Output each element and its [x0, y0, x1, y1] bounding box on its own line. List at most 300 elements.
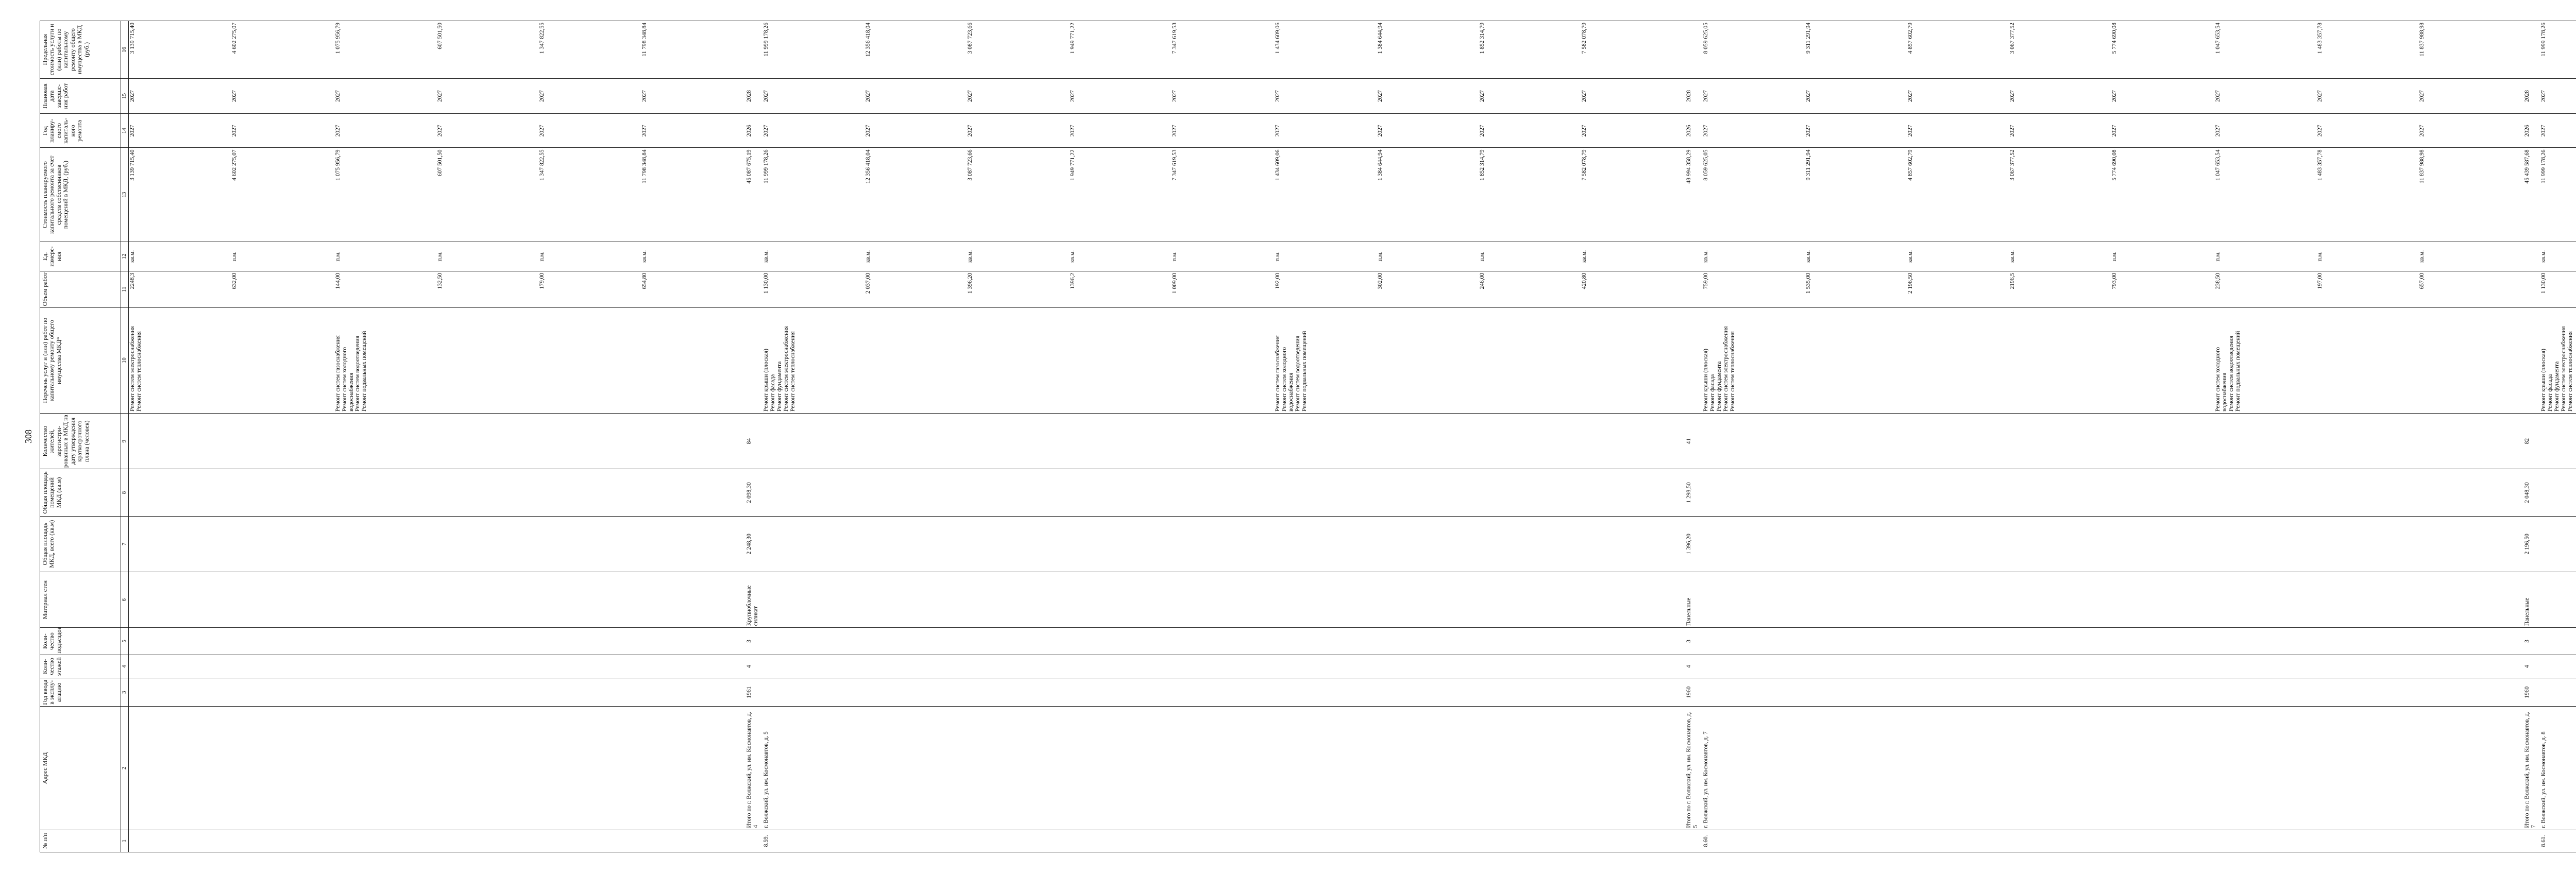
work-item: Ремонт систем холодного водоснабжения — [341, 347, 354, 412]
cell-value: 2027 — [1805, 125, 1811, 137]
cell-area-total: 2 196,50 — [2522, 516, 2538, 572]
cell-value: 1 852 314,79 — [1479, 23, 1485, 54]
column-number-5: 5 — [121, 628, 129, 655]
cell-units — [1274, 242, 1684, 271]
work-item: Ремонт систем теплоснабжения — [136, 331, 142, 412]
cell-value: 2027 — [2540, 125, 2547, 137]
cell-value: 11 999 178,26 — [2540, 149, 2547, 184]
column-header-15: Плановая дата заверше-ния работ — [40, 78, 121, 113]
cell-value: 1396,2 — [1069, 272, 1076, 289]
cell-value: 2027 — [436, 90, 443, 102]
column-header-12: Ед. измере-ния — [40, 242, 121, 271]
cell-residents — [334, 413, 744, 469]
column-header-14: Год планиру-емого капиталь-ного ремонта — [40, 114, 121, 148]
table-row-total — [1684, 21, 1700, 852]
cell-floors — [2214, 655, 2522, 678]
cell-costs — [2537, 148, 2576, 242]
cell-volumes — [129, 271, 334, 307]
cell-value: 2027 — [1479, 125, 1485, 137]
cell-value: 2 037,00 — [865, 272, 871, 294]
cell-value: 2028 — [1686, 90, 1692, 102]
cell-material: Панельные — [2522, 572, 2538, 627]
cell-value: 9 311 291,94 — [1805, 149, 1811, 181]
cell-address: Итого по г. Волжский, ул. им. Космонавтов, д. 4 — [744, 707, 760, 830]
table-row — [1274, 21, 1684, 852]
header-row — [40, 21, 121, 852]
cell-value: 2027 — [231, 90, 238, 102]
cell-value: 1 075 956,79 — [334, 149, 341, 181]
cell-value: 302,00 — [1377, 272, 1383, 289]
cell-limits — [2537, 21, 2576, 79]
cell-value: 2027 — [1171, 125, 1178, 137]
cell-value: п.м. — [1377, 251, 1383, 262]
work-item: Ремонт крыши (плоская) — [762, 349, 769, 412]
cell-area-total: 2 248,30 — [744, 516, 760, 572]
cell-value: 2027 — [539, 90, 546, 102]
cell-value: 2027 — [1581, 90, 1588, 102]
cell-value: 4 857 602,79 — [1907, 23, 1913, 54]
cell-area-total — [129, 516, 334, 572]
column-number-13: 13 — [121, 148, 129, 242]
cell-limits — [2522, 21, 2538, 79]
cell-end-date — [744, 78, 760, 113]
cell-value: 2027 — [2111, 125, 2118, 137]
table-row — [2537, 21, 2576, 852]
cell-value: кв.м. — [865, 250, 871, 263]
cell-value: 2 196,50 — [1907, 272, 1913, 294]
column-header-9: Количество жителей, зарегистри-рованных в МКД на дату утверждения краткосрочного плана (человек) — [40, 413, 121, 469]
cell-works — [1700, 307, 2214, 413]
cell-value: 3 139 715,40 — [129, 23, 135, 54]
cell-year: 1960 — [2522, 678, 2538, 707]
column-number-2: 2 — [121, 707, 129, 830]
cell-plan-year — [744, 114, 760, 148]
cell-value: 1 483 357,78 — [2317, 149, 2324, 181]
cell-value: 7 347 619,53 — [1171, 149, 1178, 181]
cell-value: 2027 — [334, 90, 341, 102]
cell-value: 2027 — [1377, 125, 1383, 137]
cell-value: 2027 — [1479, 90, 1485, 102]
cell-works — [1684, 307, 1700, 413]
cell-value: 632,00 — [231, 272, 238, 289]
cell-value: 11 999 178,26 — [2540, 23, 2547, 57]
cell-plan-year — [2522, 114, 2538, 148]
cell-value: п.м. — [2214, 251, 2221, 262]
cell-value: 2027 — [967, 90, 974, 102]
cell-value: 12 356 418,04 — [865, 149, 871, 184]
work-item: Ремонт крыши (плоская) — [1703, 349, 1709, 412]
work-item: Ремонт фундамента — [2554, 361, 2561, 412]
cell-area-rooms: 2 048,30 — [2522, 469, 2538, 516]
column-header-2: Адрес МКД — [40, 707, 121, 830]
cell-floors — [334, 655, 744, 678]
cell-end-date — [760, 78, 1275, 113]
cell-end-date — [334, 78, 744, 113]
cell-value: 1 347 822,55 — [539, 23, 546, 54]
cell-entrances: 3 — [1684, 628, 1700, 655]
cell-value: 2027 — [1907, 90, 1913, 102]
cell-value: кв.м. — [1703, 250, 1709, 263]
cell-works — [1274, 307, 1684, 413]
cell-value: кв.м. — [2009, 250, 2016, 263]
column-header-16: Предельная стоимость услуги и (или) работы по капитальному ремонту общего имущества в МКД (руб.) — [40, 21, 121, 79]
column-number-1: 1 — [121, 830, 129, 852]
cell-value: 1 949 771,22 — [1069, 149, 1076, 181]
column-number-14: 14 — [121, 114, 129, 148]
work-item: Ремонт систем теплоснабжения — [789, 331, 796, 412]
cell-value: 1 852 314,79 — [1479, 149, 1485, 181]
cell-units — [2214, 242, 2522, 271]
table-row — [2214, 21, 2522, 852]
cell-end-date — [1274, 78, 1684, 113]
cell-limits — [1274, 21, 1684, 79]
cell-material: Крупноблочные силикат — [744, 572, 760, 627]
cell-residents: 82 — [2522, 413, 2538, 469]
cell-area-rooms: 2 098,30 — [744, 469, 760, 516]
cell-value: 2027 — [2419, 125, 2426, 137]
cell-plan-year — [2537, 114, 2576, 148]
cell-value: 657,00 — [2419, 272, 2426, 289]
cell-end-date — [1700, 78, 2214, 113]
cell-value: 2027 — [1805, 90, 1811, 102]
cell-value: 2027 — [2317, 90, 2324, 102]
cell-entrances — [1274, 628, 1684, 655]
cell-value: 2027 — [967, 125, 974, 137]
cell-units — [744, 242, 760, 271]
cell-address: Итого по г. Волжский, ул. им. Космонавтов, д. 5 — [1684, 707, 1700, 830]
cell-area-total: 1 396,20 — [1684, 516, 1700, 572]
cell-value: 1 347 822,55 — [539, 149, 546, 181]
cell-residents — [2214, 413, 2522, 469]
cell-works — [2214, 307, 2522, 413]
work-item: Ремонт фасада — [2547, 374, 2554, 412]
cell-year — [2214, 678, 2522, 707]
cell-value: 144,00 — [334, 272, 341, 289]
column-number-4: 4 — [121, 655, 129, 678]
cell-value: 4 602 275,07 — [231, 149, 238, 181]
cell-volumes — [1274, 271, 1684, 307]
cell-value: 3 087 723,66 — [967, 149, 974, 181]
cell-value: п.м. — [334, 251, 341, 262]
cell-address — [2214, 707, 2522, 830]
cell-volumes — [744, 271, 760, 307]
cell-works — [129, 307, 334, 413]
work-item: Ремонт систем водоотведения — [354, 336, 361, 412]
cell-value: 2027 — [1171, 90, 1178, 102]
cell-volumes — [760, 271, 1275, 307]
cell-works — [744, 307, 760, 413]
cell-value: 11 837 988,98 — [2419, 23, 2426, 57]
column-number-3: 3 — [121, 678, 129, 707]
cell-works — [2537, 307, 2576, 413]
work-item: Ремонт систем электроснабжения — [2561, 326, 2567, 412]
cell-value: 420,80 — [1581, 272, 1588, 289]
cell-plan-year — [129, 114, 334, 148]
cell-value: 2027 — [641, 90, 648, 102]
cell-no: 8.59. — [760, 830, 1275, 852]
cell-value: 2028 — [745, 90, 752, 102]
cell-area-total — [1274, 516, 1684, 572]
cell-units — [334, 242, 744, 271]
cell-value: кв.м. — [967, 250, 974, 263]
cell-value: 11 999 178,26 — [762, 23, 769, 57]
cell-value: 2027 — [1703, 125, 1709, 137]
cell-material — [129, 572, 334, 627]
cell-value: 2026 — [1686, 125, 1692, 137]
cell-floors: 4 — [1684, 655, 1700, 678]
cell-end-date — [2522, 78, 2538, 113]
cell-material — [1274, 572, 1684, 627]
cell-floors: 4 — [744, 655, 760, 678]
cell-limits — [1700, 21, 2214, 79]
cell-value: 2026 — [2523, 125, 2530, 137]
cell-no — [2214, 830, 2522, 852]
rotated-page — [23, 21, 2574, 852]
cell-year — [129, 678, 334, 707]
cell-plan-year — [2214, 114, 2522, 148]
table-row — [760, 21, 1275, 852]
cell-value: п.м. — [231, 251, 238, 262]
cell-no — [1684, 830, 1700, 852]
column-number-7: 7 — [121, 516, 129, 572]
cell-limits — [129, 21, 334, 79]
cell-plan-year — [1700, 114, 2214, 148]
cell-area-rooms — [2537, 469, 2576, 516]
cell-value: 2027 — [539, 125, 546, 137]
cell-area-rooms — [1700, 469, 2214, 516]
cell-value: 12 356 418,04 — [865, 23, 871, 57]
cell-address — [334, 707, 744, 830]
cell-works — [334, 307, 744, 413]
cell-value: 1 130,00 — [2540, 272, 2547, 294]
cell-value: 2027 — [1275, 125, 1281, 137]
cell-value: 2027 — [2419, 90, 2426, 102]
cell-no — [2522, 830, 2538, 852]
cell-value: 2027 — [762, 125, 769, 137]
cell-plan-year — [1684, 114, 1700, 148]
cell-value: п.м. — [1171, 251, 1178, 262]
cell-value: п.м. — [1479, 251, 1485, 262]
cell-address — [1274, 707, 1684, 830]
table-body — [129, 21, 2576, 852]
work-item: Ремонт фундамента — [1716, 361, 1723, 412]
cell-value: 1 047 653,54 — [2214, 149, 2221, 181]
work-item: Ремонт подвальных помещений — [2234, 331, 2241, 412]
cell-floors — [1700, 655, 2214, 678]
cell-residents — [129, 413, 334, 469]
cell-plan-year — [1274, 114, 1684, 148]
cell-value: 3 139 715,40 — [129, 149, 135, 181]
cell-value: 2027 — [2214, 125, 2221, 137]
cell-address: г. Волжский, ул. им. Космонавтов, д. 8 — [2537, 707, 2576, 830]
cell-units — [2537, 242, 2576, 271]
cell-value: 2027 — [334, 125, 341, 137]
column-number-row — [121, 21, 129, 852]
table-row-total — [744, 21, 760, 852]
cell-value: 2027 — [641, 125, 648, 137]
cell-units — [2522, 242, 2538, 271]
cell-entrances — [2537, 628, 2576, 655]
cell-value: 11 999 178,26 — [762, 149, 769, 184]
cell-costs — [1700, 148, 2214, 242]
cell-material — [2214, 572, 2522, 627]
document-stage — [23, 21, 2574, 852]
cell-value: кв.м. — [2419, 250, 2426, 263]
cell-value: 2028 — [2523, 90, 2530, 102]
cell-end-date — [2214, 78, 2522, 113]
cell-end-date — [1684, 78, 1700, 113]
table-row-total — [2522, 21, 2538, 852]
cell-costs — [334, 148, 744, 242]
cell-area-total — [2537, 516, 2576, 572]
column-number-15: 15 — [121, 78, 129, 113]
cell-value: кв.м. — [762, 250, 769, 263]
cell-value: 1 396,20 — [967, 272, 974, 294]
cell-costs — [1274, 148, 1684, 242]
page-number: 308 — [23, 430, 33, 443]
cell-no — [334, 830, 744, 852]
work-item: Ремонт систем водоотведения — [1294, 336, 1301, 412]
column-number-9: 9 — [121, 413, 129, 469]
cell-volumes — [334, 271, 744, 307]
work-item: Ремонт подвальных помещений — [1301, 331, 1308, 412]
cell-costs — [2214, 148, 2522, 242]
work-item: Ремонт систем теплоснабжения — [2567, 331, 2574, 412]
cell-value: 2027 — [1703, 90, 1709, 102]
cell-year: 1960 — [1684, 678, 1700, 707]
cell-value: 2248,3 — [129, 272, 135, 289]
work-item: Ремонт фасада — [1709, 374, 1716, 412]
cell-area-total — [334, 516, 744, 572]
cell-value: 11 837 988,98 — [2419, 149, 2426, 184]
column-header-8: Общая площадь помещений МКД (кв.м) — [40, 469, 121, 516]
cell-year: 1961 — [744, 678, 760, 707]
cell-year — [2537, 678, 2576, 707]
column-number-6: 6 — [121, 572, 129, 627]
cell-value: п.м. — [1275, 251, 1281, 262]
cell-costs — [760, 148, 1275, 242]
cell-value: 2027 — [1377, 90, 1383, 102]
cell-units — [1700, 242, 2214, 271]
cell-value: 48 994 358,29 — [1686, 149, 1692, 184]
cell-value: 192,00 — [1275, 272, 1281, 289]
cell-value: 1 434 609,06 — [1275, 23, 1281, 54]
cell-units — [1684, 242, 1700, 271]
cell-residents: 84 — [744, 413, 760, 469]
cell-material — [334, 572, 744, 627]
cell-value: 2027 — [1069, 125, 1076, 137]
cell-material: Панельные — [1684, 572, 1700, 627]
cell-value: 9 311 291,94 — [1805, 23, 1811, 54]
cell-end-date — [2537, 78, 2576, 113]
cell-residents — [2537, 413, 2576, 469]
cell-works — [2522, 307, 2538, 413]
column-header-10: Перечень услуг и (или) работ по капитальному ремонту общего имущества МКД* — [40, 307, 121, 413]
cell-end-date — [129, 78, 334, 113]
cell-volumes — [2214, 271, 2522, 307]
cell-value: 1 009,00 — [1171, 272, 1178, 294]
cell-residents: 41 — [1684, 413, 1700, 469]
cell-units — [129, 242, 334, 271]
table-row — [1700, 21, 2214, 852]
work-item: Ремонт систем электроснабжения — [129, 326, 135, 412]
cell-value: 2027 — [1581, 125, 1588, 137]
work-item: Ремонт подвальных помещений — [361, 331, 368, 412]
cell-area-rooms — [129, 469, 334, 516]
cell-value: 246,00 — [1479, 272, 1485, 289]
cell-value: 11 798 348,84 — [641, 149, 648, 184]
cell-value: п.м. — [2111, 251, 2118, 262]
work-item: Ремонт систем теплоснабжения — [1730, 331, 1736, 412]
cell-value: 759,00 — [1703, 272, 1709, 289]
cell-value: 7 582 078,79 — [1581, 149, 1588, 181]
cell-value: 2027 — [231, 125, 238, 137]
cell-value: 1 483 357,78 — [2317, 23, 2324, 54]
cell-value: 1 949 771,22 — [1069, 23, 1076, 54]
cell-value: 3 087 723,66 — [967, 23, 974, 54]
cell-volumes — [2537, 271, 2576, 307]
work-item: Ремонт систем холодного водоснабжения — [2214, 347, 2228, 412]
cell-costs — [2522, 148, 2538, 242]
cell-value: 2027 — [865, 90, 871, 102]
cell-value: 2027 — [865, 125, 871, 137]
column-number-16: 16 — [121, 21, 129, 79]
cell-volumes — [2522, 271, 2538, 307]
cell-entrances — [129, 628, 334, 655]
cell-limits — [744, 21, 760, 79]
cell-value: 5 774 690,08 — [2111, 149, 2118, 181]
cell-area-total — [1700, 516, 2214, 572]
cell-no — [129, 830, 334, 852]
cell-entrances: 3 — [744, 628, 760, 655]
column-header-1: № п/п — [40, 830, 121, 852]
cell-units — [760, 242, 1275, 271]
cell-value: 2027 — [2317, 125, 2324, 137]
cell-value: 2027 — [2111, 90, 2118, 102]
column-header-7: Общая площадь МКД, всего (кв.м) — [40, 516, 121, 572]
cell-material — [1700, 572, 2214, 627]
cell-value: кв.м. — [2540, 250, 2547, 263]
cell-value: 8 059 625,05 — [1703, 149, 1709, 181]
column-number-10: 10 — [121, 307, 129, 413]
cell-value: 2026 — [745, 125, 752, 137]
cell-no — [744, 830, 760, 852]
cell-year — [1700, 678, 2214, 707]
cell-value: 1 075 956,79 — [334, 23, 341, 54]
cell-floors — [1274, 655, 1684, 678]
cell-costs — [129, 148, 334, 242]
work-item: Ремонт крыши (плоская) — [2540, 349, 2547, 412]
work-item: Ремонт систем электроснабжения — [1723, 326, 1730, 412]
cell-limits — [1684, 21, 1700, 79]
cell-value: 1 384 644,94 — [1377, 149, 1383, 181]
work-item: Ремонт систем электроснабжения — [783, 326, 789, 412]
cell-value: п.м. — [436, 251, 443, 262]
cell-residents — [1274, 413, 1684, 469]
cell-value: 2027 — [129, 125, 135, 137]
cell-no — [1274, 830, 1684, 852]
cell-value: 2027 — [762, 90, 769, 102]
cell-value: кв.м. — [1805, 250, 1811, 263]
cell-value: 132,50 — [436, 272, 443, 289]
cell-value: 2027 — [129, 90, 135, 102]
cell-residents — [760, 413, 1275, 469]
cell-area-rooms: 1 298,50 — [1684, 469, 1700, 516]
cell-value: 197,00 — [2317, 272, 2324, 289]
column-number-12: 12 — [121, 242, 129, 271]
cell-value: 4 602 275,07 — [231, 23, 238, 54]
cell-entrances — [760, 628, 1275, 655]
